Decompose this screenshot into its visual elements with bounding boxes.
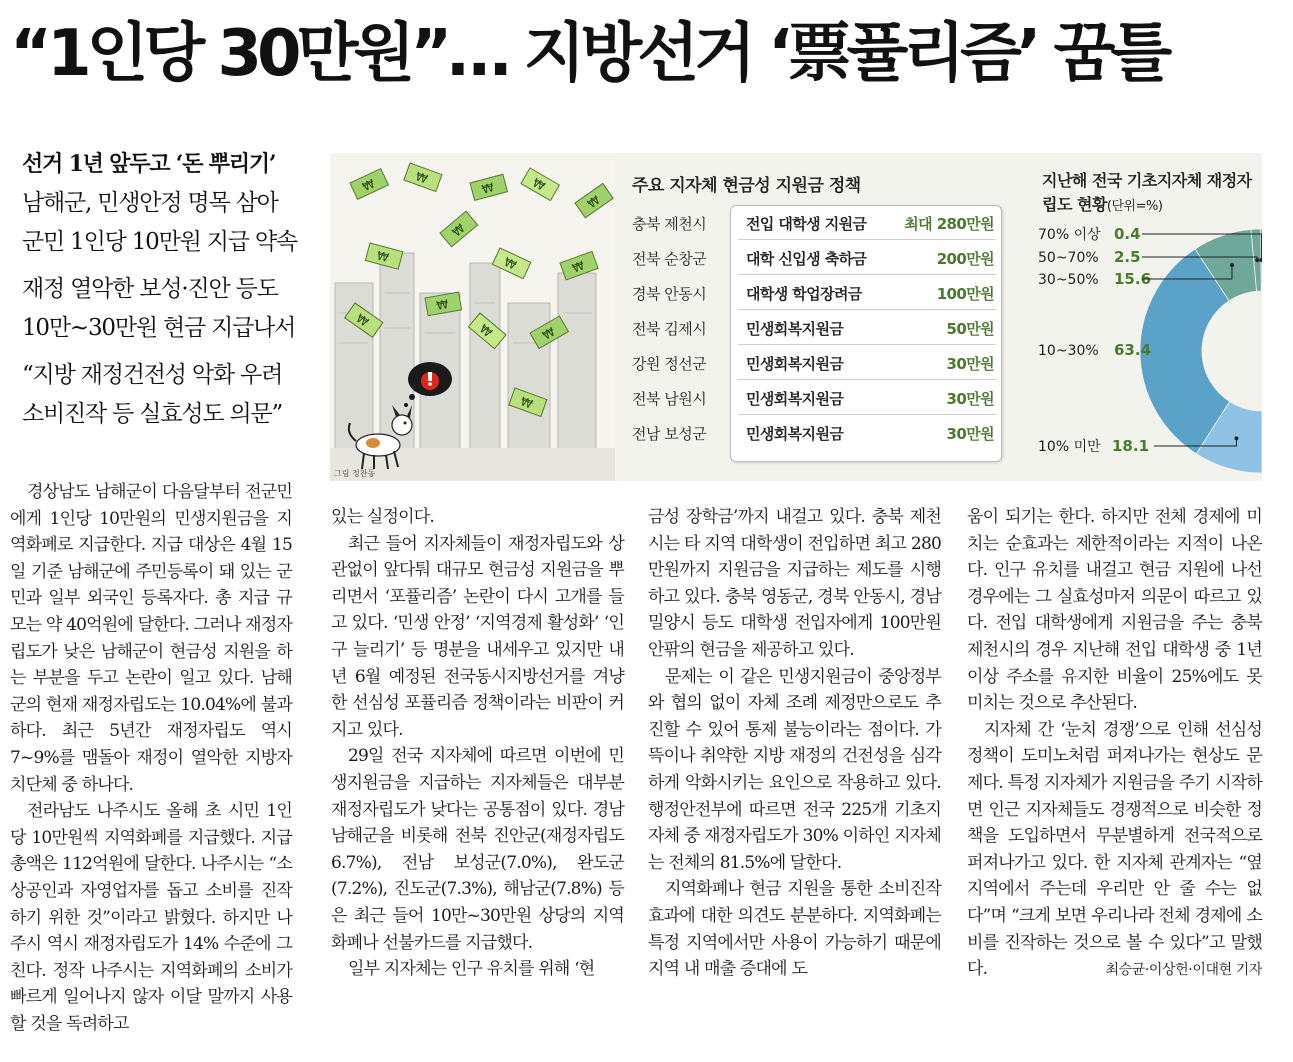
subheadlines — [22, 145, 322, 434]
article-paragraph: 29일 전국 지자체에 따르면 이번에 민생지원금을 지급하는 지자체들은 대부분 재정자립도가 낮다는 공통점이 있다. 경남 남해군을 비롯해 전북 진안군(재정자립도 6.7%), 전남 보성군(7.0%), 완도군(7.2%), 진도군(7.3%), 해남군(7.8%) 등은 최근 들어 10만~30만원 상당의 지역화폐나 선불카드를 지급했다. — [331, 746, 624, 953]
policy-table — [630, 205, 1002, 450]
headline: “1인당 30만원”… 지방선거 ‘票퓰리즘’ 꿈틀 — [10, 17, 1168, 91]
policy-row — [630, 380, 1002, 415]
policy-amount: 최대 280만원 — [904, 215, 994, 233]
policy-row — [630, 275, 1002, 310]
article-paragraph: 지역화폐나 현금 지원을 통한 소비진작 효과에 대한 의견도 분분하다. 지역화폐는 특정 지역에서만 사용이 가능하기 때문에 지역 내 매출 증대에 도 — [648, 879, 941, 980]
policy-region: 전북 남원시 — [632, 390, 707, 408]
svg-text:₩: ₩ — [501, 254, 519, 273]
svg-text:₩: ₩ — [518, 394, 535, 412]
donut-category-label: 70% 이상 — [1038, 227, 1101, 243]
policy-name: 민생회복지원금 — [746, 425, 844, 443]
donut-leader-dot — [1234, 436, 1238, 440]
policy-name: 민생회복지원금 — [746, 320, 844, 338]
policy-region: 전북 순창군 — [632, 250, 707, 268]
svg-text:₩: ₩ — [540, 324, 558, 343]
policy-name: 대학생 학업장려금 — [746, 285, 862, 303]
donut-category-label: 10~30% — [1038, 343, 1099, 359]
illustration-credit: 그림 정찬동 — [334, 469, 376, 478]
policy-amount: 30만원 — [946, 355, 994, 373]
article-column-1 — [10, 479, 292, 1037]
article-paragraph: 있는 실정이다. — [331, 507, 434, 527]
policy-region: 충북 제천시 — [632, 215, 707, 233]
donut-value-label: 63.4 — [1114, 341, 1152, 359]
svg-text:₩: ₩ — [530, 175, 548, 194]
article-column-4 — [967, 504, 1262, 983]
subhead-4: 재정 열악한 보성·진안 등도 — [22, 276, 278, 302]
policy-name: 민생회복지원금 — [746, 355, 844, 373]
donut-category-label: 10% 미만 — [1038, 439, 1101, 455]
subhead-7: 소비진작 등 실효성도 의문” — [22, 401, 283, 427]
policy-region: 강원 정선군 — [632, 355, 707, 373]
svg-text:₩: ₩ — [480, 180, 496, 197]
svg-text:₩: ₩ — [570, 258, 587, 276]
subhead-2: 남해군, 민생안정 명목 삼아 — [22, 190, 278, 216]
policy-row — [630, 240, 1002, 275]
article-paragraph: 전라남도 나주시도 올해 초 시민 1인당 10만원씩 지역화폐를 지급했다. 지급 총액은 112억원에 달한다. 나주시는 “소상공인과 자영업자를 돕고 소비를 진작하기 위한 것”이라고 밝혔다. 하지만 나주시 역시 재정자립도가 14% 수준에 그친다. 정작 나주시는 지역화폐의 소비가 빠르게 일어나지 않자 이달 말까지 사용할 것을 독려하고 — [10, 801, 292, 1034]
donut-value-label: 18.1 — [1112, 437, 1150, 455]
donut-category-label: 50~70% — [1038, 250, 1099, 266]
fiscal-chart-title-text: 지난해 전국 기초지자체 재정자립도 현황 — [1042, 171, 1252, 214]
money-rain-illustration — [330, 153, 615, 481]
svg-text:₩: ₩ — [584, 192, 603, 212]
donut-value-label: 2.5 — [1114, 248, 1141, 266]
policy-amount: 30만원 — [946, 390, 994, 408]
policy-name: 대학 신입생 축하금 — [746, 250, 867, 268]
fiscal-chart-title — [1042, 169, 1257, 219]
donut-leader-dot — [1255, 258, 1259, 262]
svg-text:₩: ₩ — [476, 321, 495, 341]
article-paragraph: 지자체 간 ‘눈치 경쟁’으로 인해 선심성 정책이 도미노처럼 퍼져나가는 현상도 문제다. 특정 지자체가 지원금을 주기 시작하면 인근 지자체들도 경쟁적으로 비슷한 정책을 도입하면서 무분별하게 전국적으로 퍼져나가고 있다. 한 지자체 관계자는 “옆 지역에서 주는데 우리만 안 줄 수는 없다”며 “크게 보면 우리나라 전체 경제에 소비를 진작하는 것으로 볼 수 있다”고 말했다. — [967, 719, 1262, 980]
policy-name: 전입 대학생 지원금 — [746, 215, 867, 233]
svg-text:₩: ₩ — [353, 311, 372, 330]
article-column-3 — [648, 504, 941, 983]
article-paragraph: 최근 들어 지자체들이 재정자립도와 상관없이 앞다퉈 대규모 현금성 지원금을 뿌리면서 ‘포퓰리즘’ 논란이 다시 고개를 들고 있다. ‘민생 안정’ ‘지역경제 활성화’ ‘인구 늘리기’ 등 명분을 내세우고 있지만 내년 6월 예정된 전국동시지방선거를 겨냥한 선심성 포퓰리즘 정책이라는 비판이 커지고 있다. — [331, 533, 624, 740]
svg-text:₩: ₩ — [375, 248, 391, 266]
article-paragraph: 문제는 이 같은 민생지원금이 중앙정부와 협의 없이 자체 조례 제정만으로도 추진할 수 있어 통제 불능이라는 점이다. 가뜩이나 취약한 지방 재정의 건전성을 심각하게 악화시키는 요인으로 작용하고 있다. 행정안전부에 따르면 전국 225개 기초지자체 중 재정자립도가 30% 이하인 지자체는 전체의 81.5%에 달한다. — [648, 666, 941, 873]
policy-region: 전남 보성군 — [632, 425, 707, 443]
subhead-1: 선거 1년 앞두고 ‘돈 뿌리기’ — [22, 151, 276, 177]
donut-category-label: 30~50% — [1038, 272, 1099, 288]
donut-leader-dot — [1230, 263, 1234, 267]
policy-row — [630, 310, 1002, 345]
subhead-6: “지방 재정건전성 악화 우려 — [22, 362, 283, 388]
article-paragraph: 경상남도 남해군이 다음달부터 전군민에게 1인당 10만원의 민생지원금을 지역화폐로 지급한다. 지급 대상은 4월 15일 기준 남해군에 주민등록이 돼 있는 군민과 일부 외국인 등록자다. 총 지급 규모는 약 40억원에 달한다. 그러나 재정자립도가 낮은 남해군이 현금성 지원을 하는 부분을 두고 논란이 일고 있다. 남해군의 현재 재정자립도는 10.04%에 불과하다. 최근 5년간 재정자립도 역시 7~9%를 맴돌아 재정이 열악한 지방자치단체 중 하나다. — [10, 482, 292, 795]
policy-name: 민생회복지원금 — [746, 390, 844, 408]
policy-region: 경북 안동시 — [632, 285, 707, 303]
policy-row — [630, 345, 1002, 380]
article-paragraph: 금성 장학금’까지 내걸고 있다. 충북 제천시는 타 지역 대학생이 전입하면 최고 280만원까지 지원금을 지급하는 제도를 시행하고 있다. 충북 영동군, 경북 안동시, 경남 밀양시 등도 대학생 전입자에게 100만원 안팎의 현금을 제공하고 있다. — [648, 507, 941, 660]
article-paragraph: 일부 지자체는 인구 유치를 위해 ‘현 — [348, 959, 595, 980]
svg-text:₩: ₩ — [360, 176, 378, 195]
svg-text:₩: ₩ — [413, 169, 430, 187]
fiscal-chart-unit: (단위=%) — [1106, 199, 1163, 214]
policy-amount: 30만원 — [946, 425, 994, 443]
article-column-2 — [331, 504, 624, 983]
policy-amount: 50만원 — [946, 320, 994, 338]
svg-text:₩: ₩ — [449, 221, 468, 240]
subhead-5: 10만~30만원 현금 지급나서 — [22, 315, 296, 341]
policy-table-title: 주요 지자체 현금성 지원금 정책 — [632, 176, 861, 196]
policy-region: 전북 김제시 — [632, 320, 707, 338]
byline: 최승균·이상헌·이대현 기자 — [1105, 961, 1262, 978]
policy-amount: 200만원 — [936, 250, 994, 268]
svg-text:₩: ₩ — [435, 297, 450, 314]
subhead-3: 군민 1인당 10만원 지급 약속 — [22, 229, 297, 255]
policy-amount: 100만원 — [936, 285, 994, 303]
donut-value-label: 0.4 — [1114, 225, 1141, 243]
fiscal-independence-donut-chart — [1030, 225, 1262, 481]
article-paragraph: 움이 되기는 한다. 하지만 전체 경제에 미치는 순효과는 제한적이라는 지적이 나온다. 인구 유치를 내걸고 현금 지원에 나선 경우에는 그 실효성마저 의문이 따르고 있다. 전입 대학생에게 지원금을 주는 충북 제천시의 경우 지난해 전입 대학생 중 1년 이상 주소를 유지한 비율이 25%에도 못 미치는 것으로 추산된다. — [967, 507, 1262, 714]
policy-row — [630, 415, 1002, 450]
infographic — [330, 153, 1262, 481]
donut-value-label: 15.6 — [1114, 270, 1152, 288]
policy-row — [630, 205, 1002, 240]
